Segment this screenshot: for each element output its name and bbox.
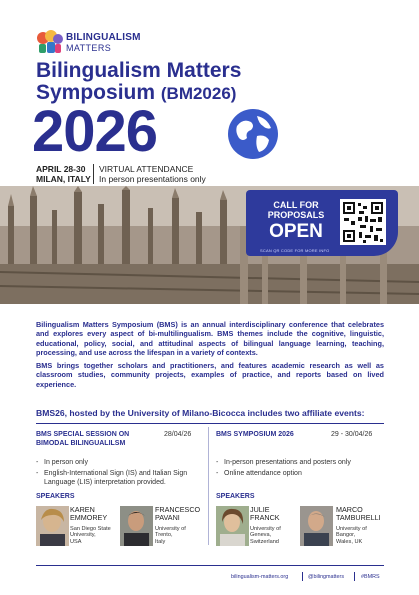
column-divider: [208, 427, 209, 545]
bilingualism-matters-logo: [36, 30, 156, 56]
cfp-heading: [262, 200, 330, 220]
event-2-details: [216, 458, 384, 478]
speaker-4-aff3: Wales, UK: [336, 538, 363, 545]
avatar-julie-franck: [216, 506, 249, 546]
event-1-date: 28/04/26: [164, 431, 192, 438]
speaker-1-aff3: USA: [70, 538, 82, 545]
speaker-1-aff2: University,: [70, 532, 96, 539]
speaker-3-first: JULIE: [250, 505, 270, 514]
cfp-line2: PROPOSALS: [267, 210, 325, 220]
title-code: (BM2026): [160, 84, 237, 103]
speaker-3-aff1: University of: [250, 525, 281, 532]
event-dates: APRIL 28-30: [36, 164, 86, 174]
event-location: MILAN, ITALY: [36, 174, 91, 184]
speaker-4-first: MARCO: [336, 505, 363, 514]
event-1-point-1: - In person only: [36, 458, 204, 467]
speaker-3-aff3: Switzerland: [250, 538, 279, 545]
speaker-francesco-pavani: [155, 506, 207, 545]
qr-instruction: SCAN QR CODE FOR MORE INFO: [260, 248, 330, 253]
speaker-4-last: TAMBURELLI: [336, 513, 381, 523]
event-dates-location: [36, 164, 91, 184]
avatar-karen-emmorey: [36, 506, 69, 546]
footer-handle[interactable]: @bilingmatters: [308, 574, 345, 580]
hosted-statement: BMS26, hosted by the University of Milano-Bicocca includes two affiliate events:: [36, 408, 365, 418]
section-rule: [36, 423, 384, 424]
globe-icon: [227, 108, 279, 160]
event-1-details: [36, 458, 204, 488]
footer-hashtag[interactable]: #BMRS: [361, 574, 380, 580]
title-line2: Symposium: [36, 81, 156, 104]
avatar-marco-tamburelli: [300, 506, 333, 546]
footer-divider-1: [302, 572, 303, 581]
speaker-2-aff3: Italy: [155, 538, 166, 545]
avatar-francesco-pavani: [120, 506, 153, 546]
intro-paragraph-1: Bilingualism Matters Symposium (BMS) is an annual interdisciplinary conference that celebrates and explores every aspect of bi-multilingualism. BMS themes include the cognitive, linguistic, educational, policy, social, and attitudinal aspects of bilingual language learning, teaching, processing, and use across the lifespan in a variety of contexts.: [36, 320, 384, 358]
logo-text-line1: BILINGUALISM: [66, 32, 141, 43]
event-1-title-line2: BIMODAL BILINGUALILSM: [36, 439, 126, 447]
event-2-point-2: - Online attendance option: [216, 469, 384, 478]
speaker-julie-franck: [250, 506, 302, 545]
speaker-1-last: EMMOREY: [70, 513, 108, 523]
intro-paragraph-2: BMS brings together scholars and practitioners, and features academic research as well as classroom studies, community projects, examples of practice, and reports based on lived experience.: [36, 361, 384, 389]
title-line1: Bilingualism Matters: [36, 59, 242, 82]
event-2-title: BMS SYMPOSIUM 2026: [216, 431, 294, 438]
speaker-3-aff2: Geneva,: [250, 532, 272, 539]
speaker-2-aff1: University of: [155, 525, 186, 532]
speakers-label-1: SPEAKERS: [36, 493, 75, 500]
info-divider: [93, 164, 94, 184]
qr-code-icon[interactable]: [340, 199, 386, 245]
footer-divider-2: [354, 572, 355, 581]
speaker-3-last: FRANCK: [250, 513, 280, 523]
speaker-2-first: FRANCESCO: [155, 505, 201, 514]
speakers-label-2: SPEAKERS: [216, 493, 255, 500]
attendance-note: In person presentations only: [99, 174, 206, 184]
speaker-marco-tamburelli: [336, 506, 396, 545]
event-1-title-line1: BMS SPECIAL SESSION ON: [36, 431, 130, 438]
attendance-info: [99, 164, 206, 184]
speaker-1-aff1: San Diego State: [70, 525, 111, 532]
speaker-2-aff2: Trento,: [155, 532, 173, 539]
event-2-point-1: - In-person presentations and posters only: [216, 458, 384, 467]
footer-rule: [36, 565, 384, 566]
footer-website[interactable]: bilingualism-matters.org: [231, 574, 289, 580]
cfp-status: OPEN: [269, 221, 323, 242]
logo-text-line2: MATTERS: [66, 43, 112, 53]
event-1-point-2: - English-International Sign (IS) and Italian Sign Language (LIS) interpretation provided.: [36, 469, 204, 487]
speaker-2-last: PAVANI: [155, 513, 180, 523]
people-logo-icon: [36, 30, 64, 56]
speaker-1-first: KAREN: [70, 505, 95, 514]
event-2-date: 29 - 30/04/26: [331, 431, 373, 438]
call-for-proposals-banner[interactable]: [246, 190, 398, 256]
attendance-mode: VIRTUAL ATTENDANCE: [99, 164, 194, 174]
speaker-4-aff2: Bangor,: [336, 532, 356, 539]
speaker-4-aff1: University of: [336, 525, 367, 532]
cfp-line1: CALL FOR: [273, 200, 319, 210]
year-heading: 2026: [32, 99, 158, 164]
